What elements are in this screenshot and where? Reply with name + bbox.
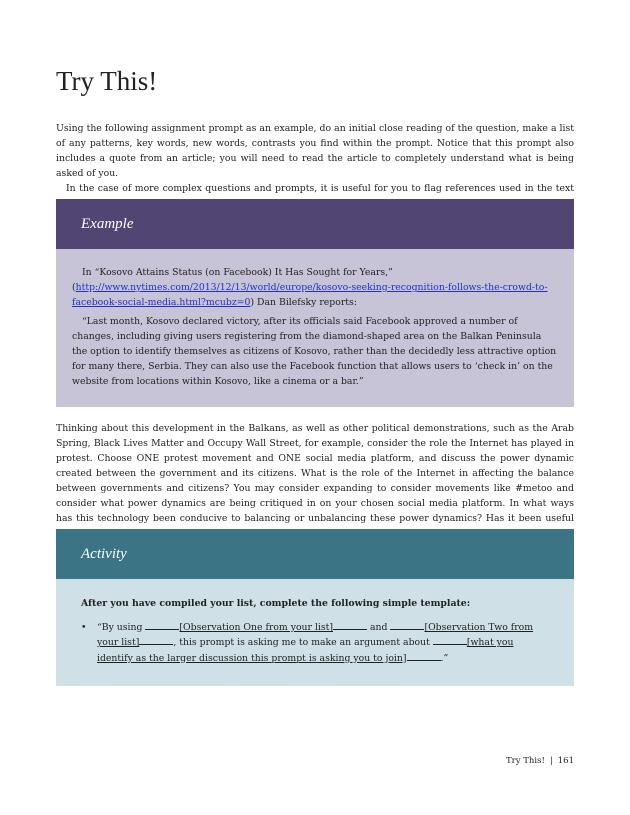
template-part-5: , this prompt is asking me to make an argument about	[173, 637, 433, 649]
prompt-text	[56, 421, 574, 541]
template-placeholder-3: [what you identify as the larger discussion this prompt is asking you to join]	[97, 637, 514, 664]
blank-line	[139, 635, 173, 645]
footer-label: Try This!	[506, 756, 545, 766]
blank-line	[333, 620, 367, 630]
intro-paragraph-2: In the case of more complex questions and prompts, it is useful for you to flag references used in the text	[66, 183, 574, 194]
footer-separator: |	[549, 756, 553, 766]
activity-header	[56, 529, 574, 579]
intro-paragraph-1: Using the following assignment prompt as an example, do an initial close reading of the question, make a list of any patterns, key words, new words, contrasts you find within the prompt. Notice that this prompt also includes a quote from an article; you will need to read the article to completely understand what is being asked of you.	[56, 123, 574, 179]
prompt-paragraph: Thinking about this development in the Balkans, as well as other political demonstrations, such as the Arab Spring, Black Lives Matter and Occupy Wall Street, for example, consider the role the Internet has played in protest. Choose ONE protest movement and ONE social media platform, and discuss the power dynamic created between the government and its citizens. What is the role of the Internet in affecting the balance between governments and citizens? You may consider expanding to consider movements like #metoo and consider what power dynamics are being critiqued in on your chosen social media platform. In what ways has this technology been conducive to balancing or unbalancing these power dynamics? Has it been useful	[56, 423, 574, 524]
bullet-icon: •	[81, 622, 87, 634]
template-list-item	[81, 620, 549, 666]
intro-text	[56, 121, 574, 211]
blank-line	[145, 620, 179, 630]
example-reference-pre: In “Kosovo Attains Status (on Facebook) It Has Sought for Years,” (	[72, 267, 393, 294]
example-header	[56, 199, 574, 249]
example-box	[56, 199, 574, 407]
example-quote: “Last month, Kosovo declared victory, after its officials said Facebook approved a number of changes, including giving users registering from the diamond-shaped area on the Balkan Peninsula the option to identify themselves as citizens of Kosovo, rather than the decidedly less attractive option for many there, Serbia. They can also use the Facebook function that allows users to ‘check in’ on the website from locations within Kosovo, like a cinema or a bar.”	[72, 315, 557, 388]
activity-box	[56, 529, 574, 686]
page-title: Try This!	[56, 66, 158, 96]
blank-line	[390, 620, 424, 630]
example-body	[56, 249, 574, 407]
example-header-label: Example	[81, 215, 134, 232]
template-part-3: and	[367, 622, 391, 634]
template-part-7: .”	[440, 652, 449, 664]
activity-header-label: Activity	[81, 545, 127, 562]
template-text	[97, 620, 549, 666]
article-link[interactable]: http://www.nytimes.com/2013/12/13/world/europe/kosovo-seeking-recognition-follows-the-crowd-to-facebook-social-media.html?mcubz=0	[72, 282, 548, 309]
page-number: 161	[557, 756, 574, 766]
blank-line	[433, 635, 467, 645]
page-footer	[506, 756, 574, 766]
template-part-1: “By using	[97, 622, 146, 634]
activity-lead: After you have compiled your list, complete the following simple template:	[81, 598, 471, 609]
activity-body	[56, 579, 574, 686]
example-reference	[72, 265, 558, 311]
blank-line	[407, 651, 441, 661]
template-placeholder-2: [Observation Two from your list]	[97, 622, 534, 649]
example-reference-post: ) Dan Bilefsky reports:	[250, 297, 357, 309]
template-placeholder-1: [Observation One from your list]	[179, 622, 334, 634]
